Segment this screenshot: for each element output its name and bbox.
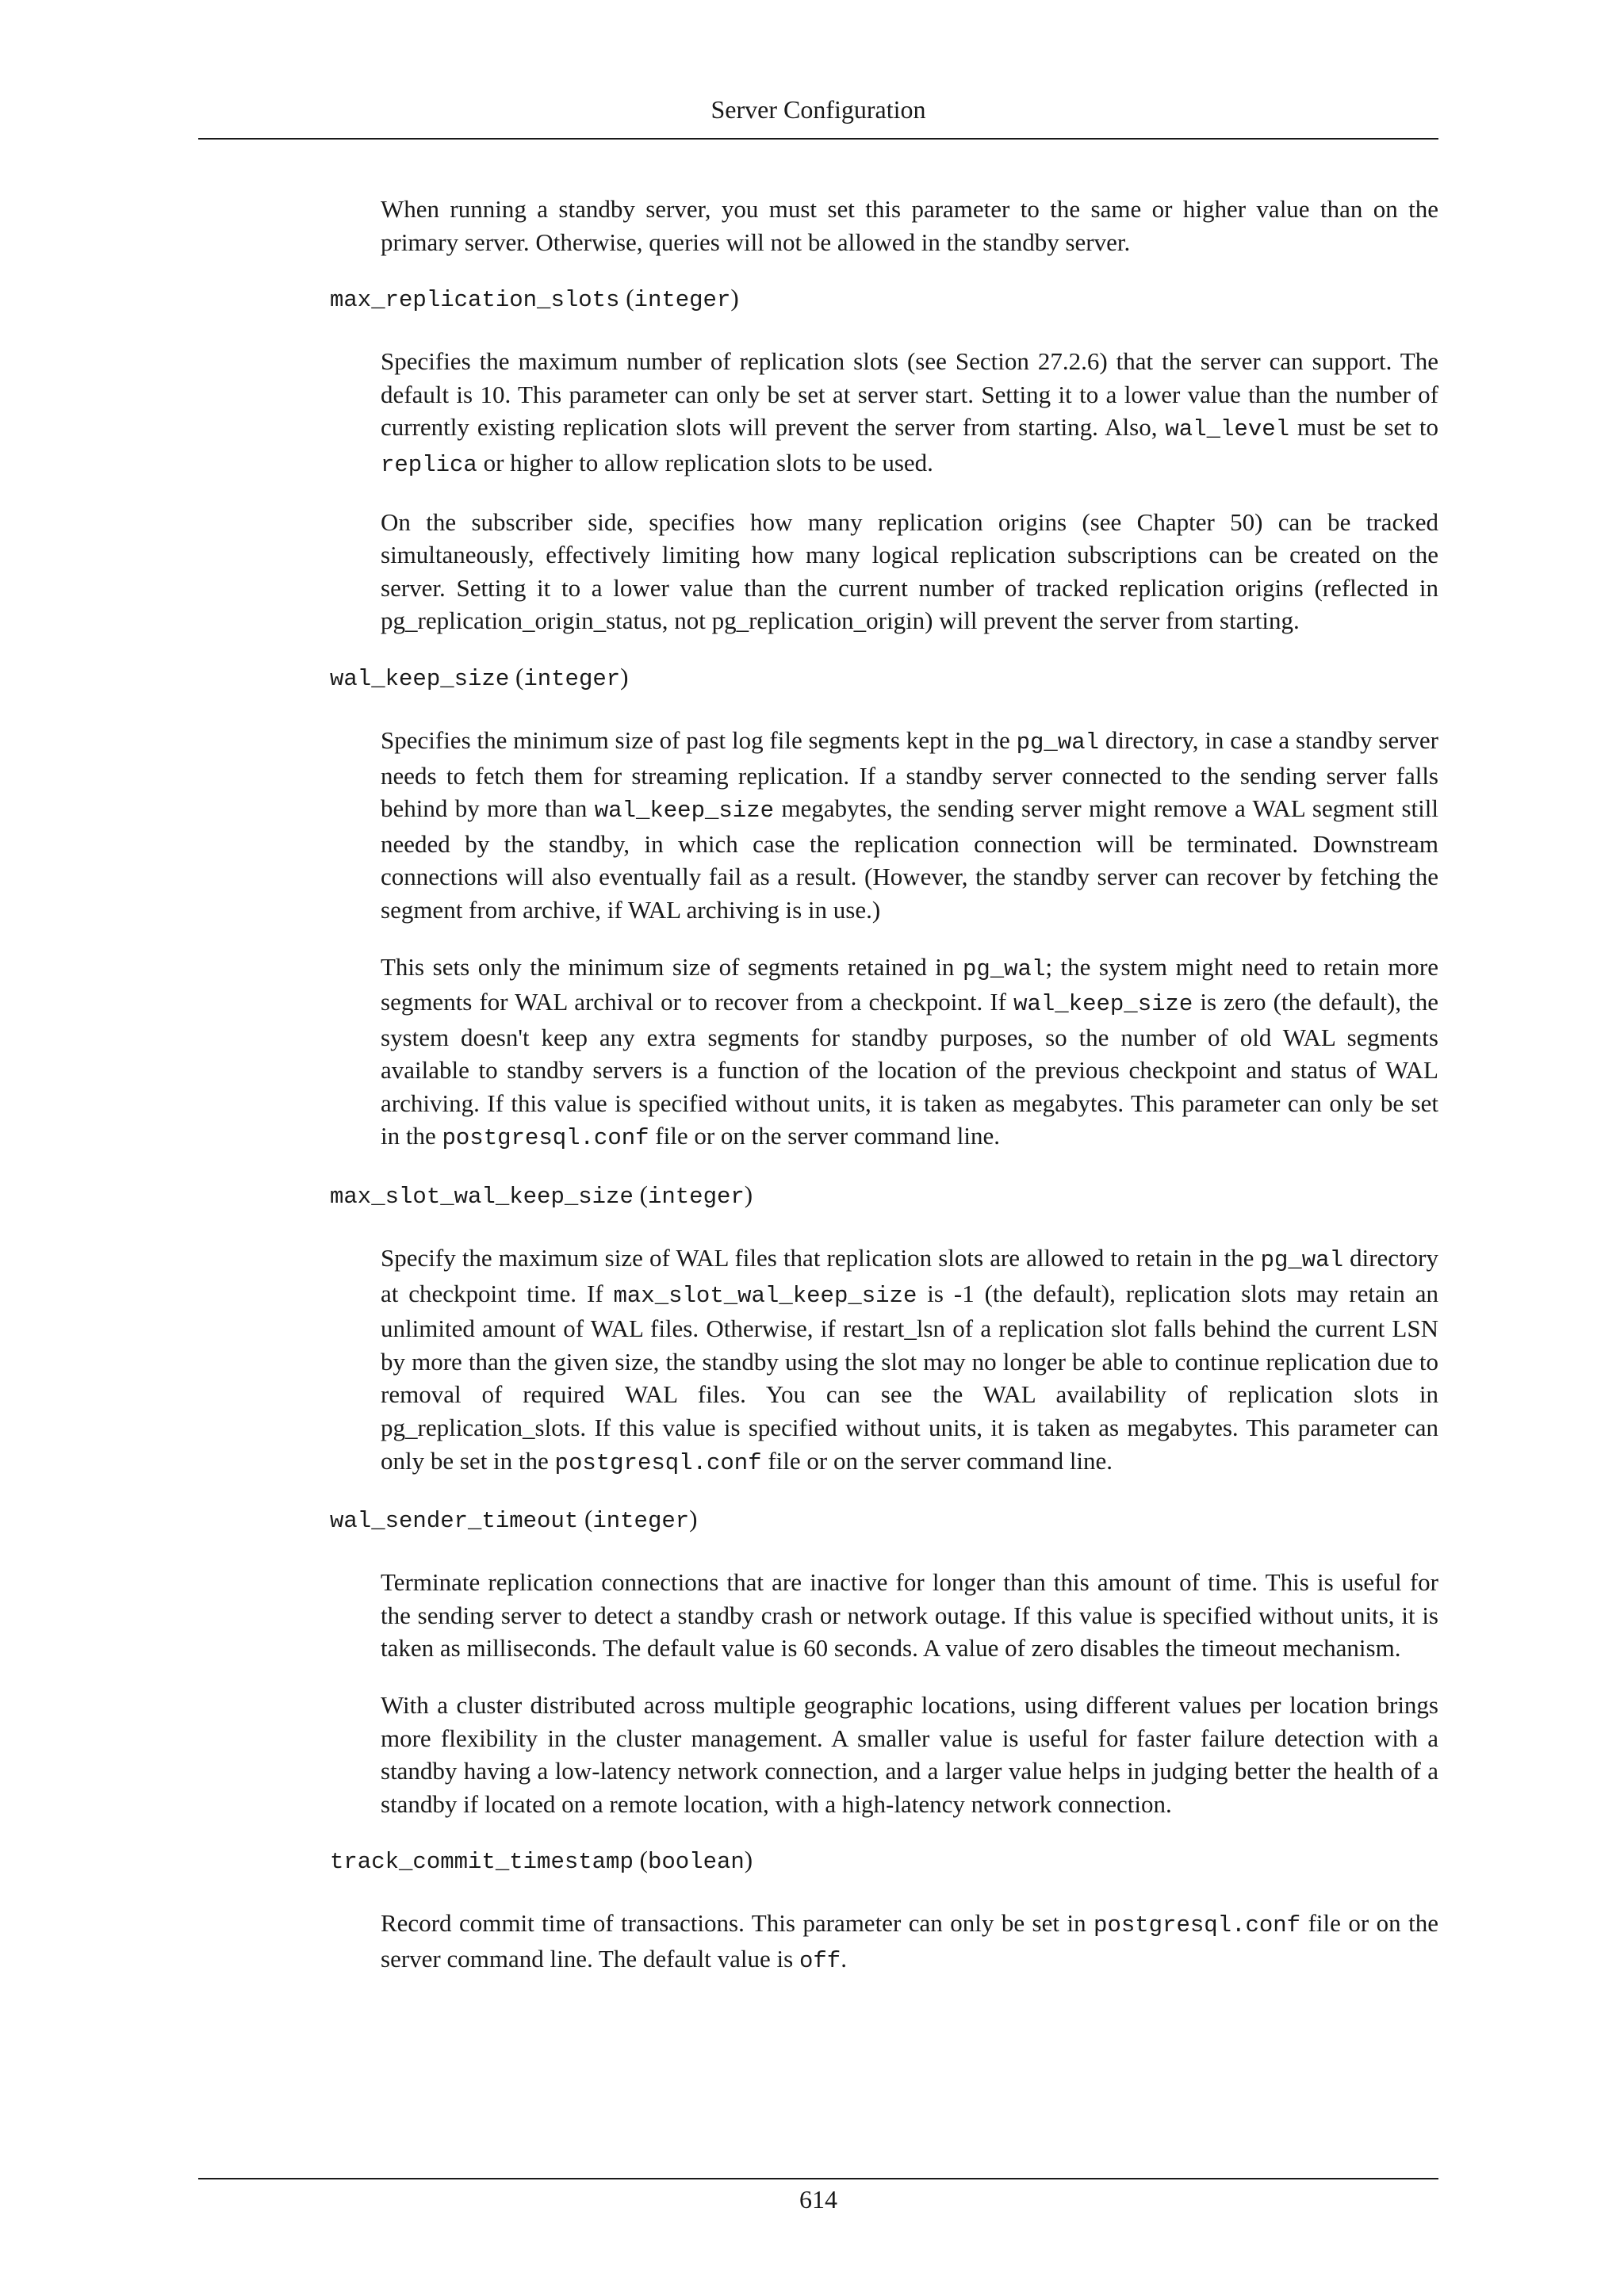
text-run: or higher to allow replication slots to be used.: [477, 448, 933, 476]
text-run: directory at checkpoint time. If: [381, 1244, 1438, 1307]
parameter-description: [381, 345, 1438, 481]
text-run: Specify the maximum size of WAL files that replication slots are allowed to retain in the: [381, 1244, 1261, 1272]
parameter-name: max_slot_wal_keep_size: [330, 1184, 634, 1211]
text-run: Record commit time of transactions. This parameter can only be set in: [381, 1909, 1094, 1938]
inline-code: pg_wal: [1260, 1247, 1343, 1274]
text-run: megabytes, the sending server might remove a WAL segment still needed by the standby, in which case the replication connection will be terminated. Downstream connections will also eventually fail as a result. (However, the standby server can recover by fetching the segment from archive, if WAL archiving is in use.): [381, 794, 1438, 924]
inline-code: pg_wal: [962, 955, 1046, 982]
parameter-description: [381, 951, 1438, 1156]
parameter-description: [381, 1689, 1438, 1820]
parameter-type: integer: [647, 1184, 745, 1211]
inline-code: replica: [381, 451, 477, 478]
inline-code: wal_keep_size: [1013, 991, 1193, 1018]
parameter-name: wal_keep_size: [330, 665, 510, 692]
inline-code: postgresql.conf: [1094, 1912, 1301, 1939]
text-run: directory, in case a standby server needs to fetch them for streaming replication. If a standby server connected to the sending server falls behind by more than: [381, 725, 1439, 823]
parameter-type: boolean: [647, 1849, 745, 1876]
inline-code: wal_keep_size: [594, 798, 775, 825]
intro-paragraph: When running a standby server, you must set this parameter to the same or higher value than on the primary server. Otherwise, queries will not be allowed in the standby server.: [381, 195, 1438, 256]
parameter-name: max_replication_slots: [330, 287, 620, 314]
parameter-type: integer: [634, 287, 731, 314]
text-run: must be set to: [1289, 413, 1438, 442]
page-content: [330, 193, 1438, 2002]
text-run: On the subscriber side, specifies how many replication origins (see Chapter 50) can be tracked simultaneously, effectively limiting how many logical replication subscriptions can be created on the server. Setting it to a lower value than the current number of tracked replication origins (reflected in pg_replication_origin_status, not pg_replication_origin) will prevent the server from starting.: [381, 507, 1438, 635]
parameter-description: [381, 1242, 1438, 1479]
footer-rule: [198, 2178, 1438, 2179]
parameter-name: wal_sender_timeout: [330, 1508, 579, 1535]
parameter-description: [381, 1566, 1438, 1665]
text-run: Terminate replication connections that are inactive for longer than this amount of time. This is useful for the sending server to detect a standby crash or network outage. If this value is specified without units, it is taken as milliseconds. The default value is 60 seconds. A value of zero disables the timeout mechanism.: [381, 1568, 1438, 1663]
text-run: file or on the server command line. The default value is: [381, 1909, 1438, 1973]
text-run: This sets only the minimum size of segments retained in: [381, 952, 963, 981]
inline-code: pg_wal: [1016, 729, 1100, 756]
parameter-term: track_commit_timestamp (boolean): [330, 1846, 753, 1876]
parameter-type: integer: [523, 665, 621, 692]
parameter-term: wal_sender_timeout (integer): [330, 1505, 698, 1535]
text-run: Specifies the minimum size of past log file segments kept in the: [381, 725, 1017, 754]
inline-code: max_slot_wal_keep_size: [613, 1282, 917, 1309]
inline-code: off: [799, 1947, 841, 1974]
text-run: file or on the server command line.: [649, 1122, 1001, 1150]
parameter-type: integer: [592, 1508, 690, 1535]
parameter-list: [330, 282, 1438, 1977]
inline-code: postgresql.conf: [554, 1449, 762, 1476]
parameter-description: [381, 724, 1438, 927]
parameter-name: track_commit_timestamp: [330, 1849, 634, 1876]
text-run: With a cluster distributed across multiple geographic locations, using different values per location brings more flexibility in the cluster management. A smaller value is useful for faster failure detection with a standby having a low-latency network connection, and a larger value helps in judging better the health of a standby if located on a remote location, with a high-latency network connection.: [381, 1691, 1438, 1818]
text-run: Specifies the maximum number of replication slots (see Section 27.2.6) that the server can support. The default is 10. This parameter can only be set at server start. Setting it to a lower value than the number of currently existing replication slots will prevent the server from starting. Also,: [381, 347, 1438, 442]
text-run: is -1 (the default), replication slots may retain an unlimited amount of WAL files. Otherwise, if restart_lsn of a replication slot falls behind the current LSN by more than the given size, the standby using the slot may no longer be able to continue replication due to removal of required WAL files. You can see the WAL availability of replication slots in pg_replication_slots. If this value is specified without units, it is taken as megabytes. This parameter can only be set in the: [381, 1279, 1438, 1475]
text-run: .: [841, 1944, 847, 1973]
text-run: ; the system might need to retain more segments for WAL archival or to recover from a checkpoint. If: [381, 952, 1438, 1016]
parameter-term: wal_keep_size (integer): [330, 662, 629, 692]
parameter-description: [381, 506, 1438, 637]
header-rule: [198, 138, 1438, 140]
page-header-title: Server Configuration: [710, 95, 926, 124]
parameter-term: max_replication_slots (integer): [330, 284, 739, 314]
page-number: 614: [799, 2185, 837, 2214]
text-run: file or on the server command line.: [761, 1446, 1113, 1475]
inline-code: wal_level: [1165, 416, 1290, 443]
parameter-term: max_slot_wal_keep_size (integer): [330, 1181, 753, 1211]
text-run: is zero (the default), the system doesn't keep any extra segments for standby purposes, so the number of old WAL segments available to standby servers is a function of the location of the previous checkpoint and status of WAL archiving. If this value is specified without units, it is taken as megabytes. This parameter can only be set in the: [381, 988, 1438, 1150]
inline-code: postgresql.conf: [442, 1125, 649, 1152]
parameter-description: [381, 1907, 1438, 1977]
